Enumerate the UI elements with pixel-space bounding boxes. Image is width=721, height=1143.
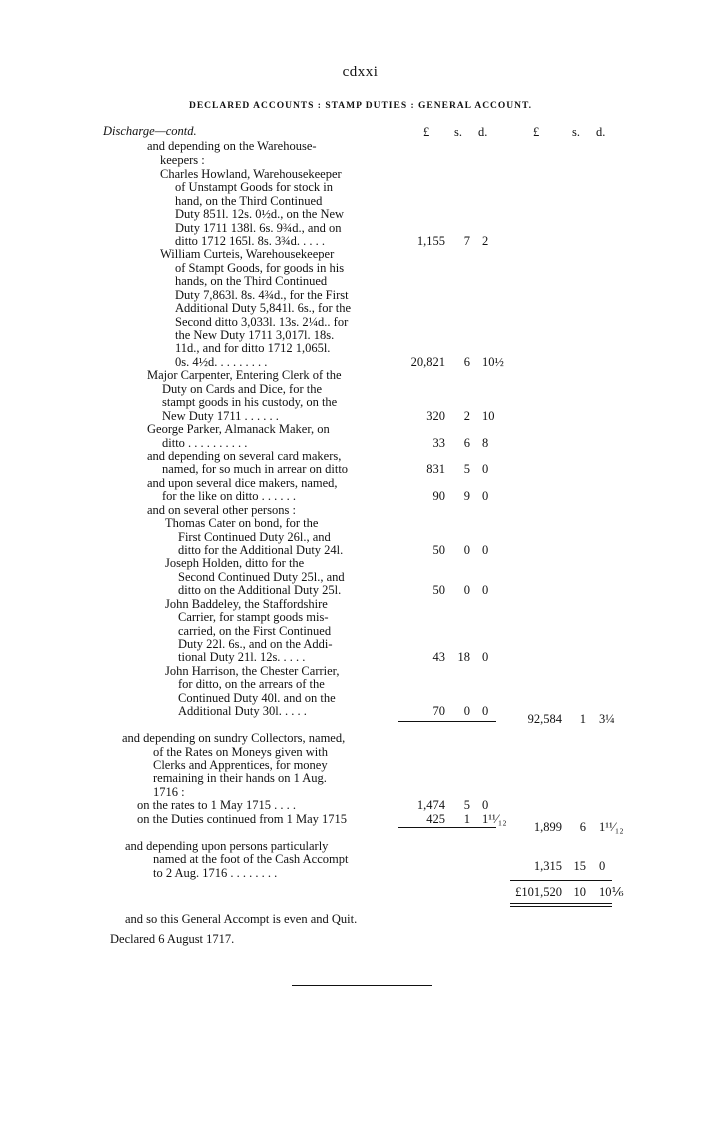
text-line: stampt goods in his custody, on the [162, 395, 338, 409]
text-line: Charles Howland, Warehousekeeper [160, 167, 342, 181]
total-pounds: 1,899 [533, 820, 562, 834]
amount-shillings: 0 [463, 543, 470, 557]
text-line: and depending upon persons particularly [125, 839, 329, 853]
grand-total-double-rule [510, 903, 612, 907]
text-line: hand, on the Third Continued [175, 194, 323, 208]
total-rule [510, 880, 612, 881]
amount-shillings: 18 [457, 650, 470, 664]
text-line: Carrier, for stampt goods mis- [178, 610, 329, 624]
amount-pence: 0 [482, 798, 489, 812]
amount-pence: 0 [482, 650, 489, 664]
text-line: and depending on several card makers, [147, 449, 342, 463]
text-line: and upon several dice makers, named, [147, 476, 338, 490]
text-line: New Duty 1711 . . . . . . [162, 409, 279, 423]
amount-shillings: 1 [463, 812, 470, 826]
amount-shillings: 6 [463, 436, 470, 450]
text-line: Additional Duty 30l. . . . . [178, 704, 307, 718]
amount-shillings: 0 [463, 704, 470, 718]
text-line: named, for so much in arrear on ditto [162, 462, 349, 476]
total-pence: 10⅙ [599, 885, 624, 899]
text-line: Duty 22l. 6s., and on the Addi- [178, 637, 333, 651]
text-line: Joseph Holden, ditto for the [165, 556, 305, 570]
text-line: and depending on the Warehouse- [147, 139, 317, 153]
total-pounds: 92,584 [527, 712, 562, 726]
running-header: DECLARED ACCOUNTS : STAMP DUTIES : GENERAL ACCOUNT. [188, 101, 533, 111]
total-pence: 3¼ [599, 712, 615, 726]
amount-pounds: 831 [426, 462, 445, 476]
text-line: ditto for the Additional Duty 24l. [178, 543, 344, 557]
amount-pence: 8 [482, 436, 489, 450]
text-line: Continued Duty 40l. and on the [178, 691, 336, 705]
amount-pounds: 70 [432, 704, 445, 718]
amount-pence: 10 [482, 409, 495, 423]
closing-rule [292, 985, 432, 986]
text-line: and on several other persons : [147, 503, 296, 517]
text-line: named at the foot of the Cash Accompt [153, 852, 349, 866]
text-line: 0s. 4½d. . . . . . . . . [175, 355, 268, 369]
text-line: Second ditto 3,033l. 13s. 2¼d.. for [175, 315, 349, 329]
column-header-outer: £ [533, 125, 540, 139]
text-line: hands, on the Third Continued [175, 274, 328, 288]
text-line: John Baddeley, the Staffordshire [165, 597, 328, 611]
text-line: of Unstampt Goods for stock in [175, 180, 333, 194]
amount-shillings: 5 [463, 462, 470, 476]
total-pence: 0 [599, 859, 606, 873]
text-line: John Harrison, the Chester Carrier, [165, 664, 340, 678]
column-header-inner: d. [478, 125, 488, 139]
amount-pounds: 33 [432, 436, 445, 450]
amount-pounds: 20,821 [410, 355, 445, 369]
text-line: Clerks and Apprentices, for money [153, 758, 328, 772]
amount-pounds: 425 [426, 812, 445, 826]
column-header-outer: d. [596, 125, 606, 139]
total-pounds: £101,520 [515, 885, 562, 899]
amount-shillings: 0 [463, 583, 470, 597]
amount-pounds: 50 [432, 583, 445, 597]
text-line: remaining in their hands on 1 Aug. [153, 771, 327, 785]
total-shillings: 10 [573, 885, 586, 899]
text-line: of the Rates on Moneys given with [153, 745, 328, 759]
total-shillings: 15 [573, 859, 586, 873]
text-line: Major Carpenter, Entering Clerk of the [147, 368, 342, 382]
text-line: Duty 1711 138l. 6s. 9¾d., and on [175, 221, 342, 235]
section-heading: Discharge—contd. [103, 124, 197, 138]
text-line: of Stampt Goods, for goods in his [175, 261, 345, 275]
text-line: First Continued Duty 26l., and [178, 530, 331, 544]
text-line: ditto on the Additional Duty 25l. [178, 583, 342, 597]
amount-pounds: 1,474 [416, 798, 445, 812]
total-pence: 1¹¹⁄₁₂ [599, 820, 624, 834]
amount-pence: 10½ [482, 355, 504, 369]
text-line: and depending on sundry Collectors, named, [122, 731, 346, 745]
text-line: Duty 851l. 12s. 0½d., on the New [175, 207, 345, 221]
amount-pence: 2 [482, 234, 489, 248]
amount-shillings: 2 [463, 409, 470, 423]
column-header-inner: £ [423, 125, 430, 139]
text-line: Second Continued Duty 25l., and [178, 570, 345, 584]
amount-pounds: 43 [432, 650, 445, 664]
amount-shillings: 6 [463, 355, 470, 369]
amount-pounds: 50 [432, 543, 445, 557]
text-line: ditto . . . . . . . . . . [162, 436, 248, 450]
total-shillings: 1 [579, 712, 586, 726]
column-header-outer: s. [572, 125, 580, 139]
text-line: Additional Duty 5,841l. 6s., for the [175, 301, 352, 315]
text-line: the New Duty 1711 3,017l. 18s. [175, 328, 335, 342]
text-line: to 2 Aug. 1716 . . . . . . . . [153, 866, 278, 880]
text-line: William Curteis, Warehousekeeper [160, 247, 335, 261]
amount-pence: 0 [482, 583, 489, 597]
total-pounds: 1,315 [533, 859, 562, 873]
text-line: Duty 7,863l. 8s. 4¾d., for the First [175, 288, 349, 302]
amount-pounds: 90 [432, 489, 445, 503]
text-line: George Parker, Almanack Maker, on [147, 422, 330, 436]
text-line: Thomas Cater on bond, for the [165, 516, 319, 530]
total-shillings: 6 [579, 820, 586, 834]
amount-pounds: 1,155 [416, 234, 445, 248]
amount-pounds: 320 [426, 409, 445, 423]
text-line: Declared 6 August 1717. [110, 932, 235, 946]
column-header-inner: s. [454, 125, 462, 139]
text-line: tional Duty 21l. 12s. . . . . [178, 650, 306, 664]
amount-pence: 1¹¹⁄₁₂ [482, 812, 507, 826]
amount-pence: 0 [482, 704, 489, 718]
text-line: and so this General Accompt is even and Quit. [125, 912, 358, 926]
amount-pence: 0 [482, 462, 489, 476]
text-line: for the like on ditto . . . . . . [162, 489, 297, 503]
text-line: carried, on the First Continued [178, 624, 332, 638]
text-line: Duty on Cards and Dice, for the [162, 382, 323, 396]
amount-shillings: 7 [463, 234, 470, 248]
amount-shillings: 9 [463, 489, 470, 503]
text-line: keepers : [160, 153, 205, 167]
text-line: on the rates to 1 May 1715 . . . . [137, 798, 297, 812]
text-line: ditto 1712 165l. 8s. 3¾d. . . . . [175, 234, 326, 248]
page-number: cdxxi [342, 64, 379, 80]
text-line: 1716 : [153, 785, 185, 799]
amount-shillings: 5 [463, 798, 470, 812]
amount-pence: 0 [482, 489, 489, 503]
text-line: 11d., and for ditto 1712 1,065l. [175, 341, 331, 355]
text-line: on the Duties continued from 1 May 1715 [137, 812, 348, 826]
amount-pence: 0 [482, 543, 489, 557]
text-line: for ditto, on the arrears of the [178, 677, 325, 691]
subtotal-rule [398, 827, 496, 828]
subtotal-rule [398, 721, 496, 722]
